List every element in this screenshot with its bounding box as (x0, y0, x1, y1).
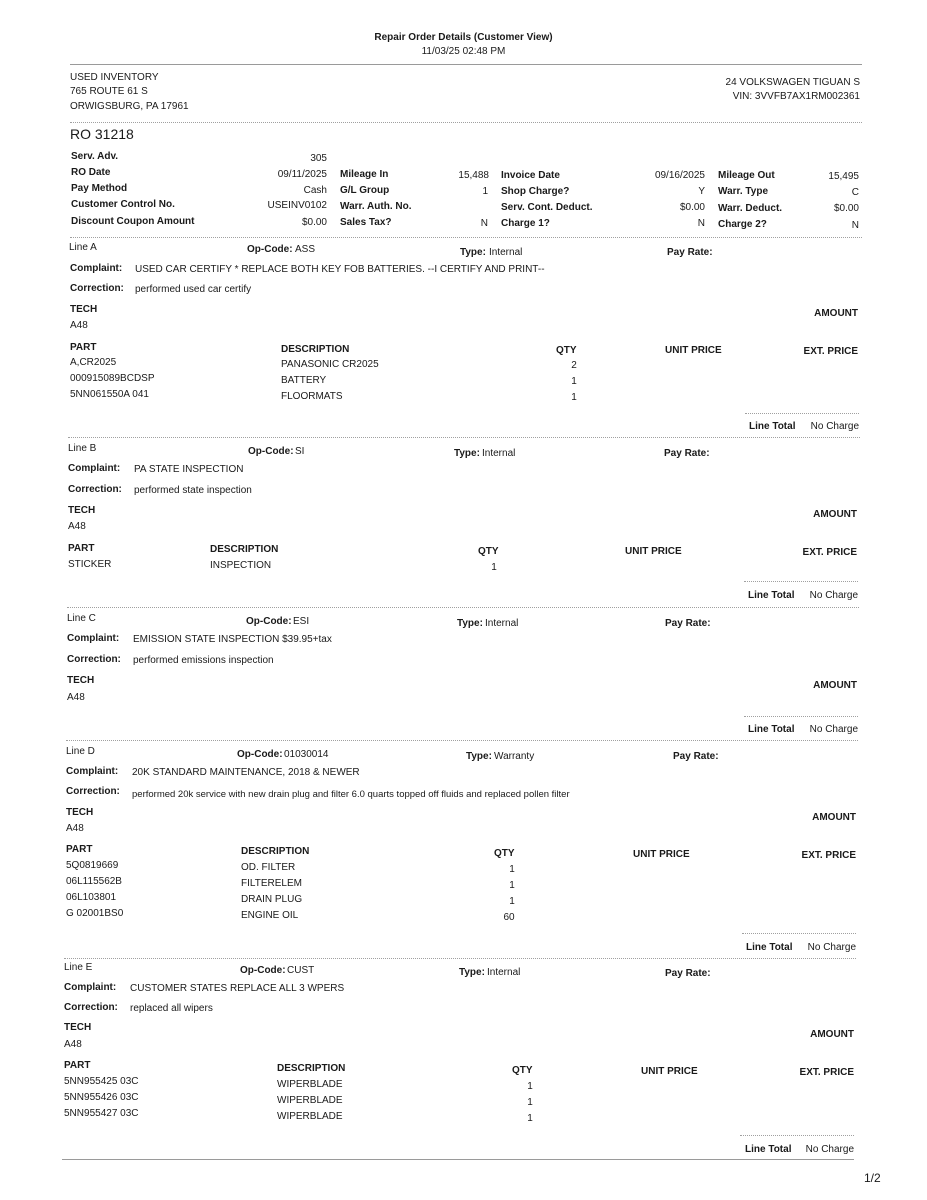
part-qty: 60 (503, 912, 515, 923)
part-qty: 1 (527, 1113, 533, 1124)
part-number: A,CR2025 (70, 357, 117, 368)
ext-price-header: EXT. PRICE (802, 547, 857, 558)
unit-price-header: UNIT PRICE (641, 1066, 698, 1077)
tech-value: A48 (64, 1039, 82, 1050)
part-qty: 1 (527, 1097, 533, 1108)
part-qty: 2 (571, 360, 577, 371)
description-header: DESCRIPTION (277, 1063, 346, 1074)
summary-value: 1 (482, 186, 488, 197)
type-value: Internal (487, 967, 521, 978)
part-qty: 1 (509, 880, 515, 891)
correction-text: replaced all wipers (130, 1003, 213, 1014)
complaint-label: Complaint: (67, 633, 120, 644)
summary-value: 15,488 (458, 170, 489, 181)
part-header: PART (64, 1060, 91, 1071)
summary-value: Cash (303, 185, 327, 196)
type-label: Type: (457, 618, 483, 629)
print-datetime: 11/03/25 02:48 PM (421, 46, 506, 57)
type-label: Type: (466, 751, 492, 762)
summary-label: Pay Method (71, 183, 128, 194)
complaint-label: Complaint: (68, 463, 121, 474)
tech-value: A48 (67, 692, 85, 703)
page-number: 1/2 (864, 1171, 881, 1185)
summary-value: N (697, 218, 705, 229)
opcode-value: ASS (295, 244, 316, 255)
amount-header: AMOUNT (810, 1029, 854, 1040)
dealer-name: USED INVENTORY (70, 72, 159, 83)
part-description: WIPERBLADE (277, 1111, 343, 1122)
opcode-label: Op-Code: (246, 616, 292, 627)
summary-value: USEINV0102 (267, 200, 327, 211)
tech-value: A48 (66, 823, 84, 834)
total-rule (745, 413, 859, 414)
part-qty: 1 (571, 392, 577, 403)
part-number: 000915089BCDSP (70, 373, 155, 384)
correction-label: Correction: (66, 786, 120, 797)
vehicle-description: 24 VOLKSWAGEN TIGUAN S (725, 77, 860, 88)
unit-price-header: UNIT PRICE (625, 546, 682, 557)
type-label: Type: (460, 247, 486, 258)
correction-text: performed 20k service with new drain plug and filter 6.0 quarts topped off fluids and replaced pollen filter (132, 789, 570, 800)
summary-label: Discount Coupon Amount (71, 216, 195, 227)
summary-label: Charge 2? (718, 219, 767, 230)
opcode-label: Op-Code: (247, 244, 293, 255)
summary-value: N (851, 220, 859, 231)
line-id: Line E (64, 962, 93, 973)
tech-header: TECH (67, 675, 95, 686)
description-header: DESCRIPTION (210, 544, 279, 555)
complaint-text: EMISSION STATE INSPECTION $39.95+tax (133, 634, 332, 645)
complaint-text: PA STATE INSPECTION (134, 464, 244, 475)
summary-label: Invoice Date (501, 170, 560, 181)
part-description: OD. FILTER (241, 862, 296, 873)
description-header: DESCRIPTION (281, 344, 350, 355)
summary-value: N (480, 218, 488, 229)
ext-price-header: EXT. PRICE (801, 850, 856, 861)
part-qty: 1 (491, 562, 497, 573)
summary-value: 15,495 (828, 171, 859, 182)
part-number: 06L103801 (66, 892, 117, 903)
part-header: PART (70, 342, 97, 353)
page-title: Repair Order Details (Customer View) (374, 32, 553, 43)
dealer-rule (70, 122, 862, 123)
complaint-text: USED CAR CERTIFY * REPLACE BOTH KEY FOB BATTERIES. --I CERTIFY AND PRINT-- (135, 264, 545, 275)
line-total-label: Line Total (748, 590, 795, 601)
line-separator (66, 740, 858, 741)
correction-text: performed state inspection (134, 485, 252, 496)
part-number: 5NN955427 03C (64, 1108, 139, 1119)
opcode-label: Op-Code: (248, 446, 294, 457)
line-id: Line A (69, 242, 97, 253)
summary-label: Sales Tax? (340, 217, 392, 228)
type-value: Internal (485, 618, 519, 629)
opcode-value: SI (295, 446, 305, 457)
line-total-value: No Charge (810, 421, 859, 432)
summary-label: Warr. Deduct. (718, 203, 783, 214)
line-total-label: Line Total (746, 942, 793, 953)
tech-header: TECH (68, 505, 96, 516)
tech-header: TECH (70, 304, 98, 315)
type-value: Internal (482, 448, 516, 459)
complaint-text: CUSTOMER STATES REPLACE ALL 3 WPERS (130, 983, 345, 994)
total-rule (742, 933, 856, 934)
summary-value: $0.00 (679, 202, 705, 213)
type-value: Internal (489, 247, 523, 258)
line-separator (68, 437, 860, 438)
summary-label: Serv. Adv. (71, 151, 119, 162)
line-total-label: Line Total (745, 1144, 792, 1155)
summary-rule (70, 237, 862, 238)
qty-header: QTY (556, 345, 577, 356)
unit-price-header: UNIT PRICE (665, 345, 722, 356)
summary-label: RO Date (71, 167, 111, 178)
part-description: FLOORMATS (281, 391, 343, 402)
footer-rule (62, 1159, 854, 1160)
total-rule (744, 581, 858, 582)
type-label: Type: (459, 967, 485, 978)
part-number: 5NN955425 03C (64, 1076, 139, 1087)
amount-header: AMOUNT (813, 509, 857, 520)
correction-label: Correction: (67, 654, 121, 665)
summary-value: $0.00 (301, 217, 327, 228)
part-description: WIPERBLADE (277, 1095, 343, 1106)
line-id: Line C (67, 613, 96, 624)
part-description: WIPERBLADE (277, 1079, 343, 1090)
part-number: 5NN061550A 041 (70, 389, 149, 400)
tech-value: A48 (68, 521, 86, 532)
pay-rate-label: Pay Rate: (667, 247, 713, 258)
line-total-label: Line Total (748, 724, 795, 735)
summary-label: Serv. Cont. Deduct. (501, 202, 593, 213)
line-total-value: No Charge (809, 590, 858, 601)
part-qty: 1 (509, 864, 515, 875)
correction-label: Correction: (64, 1002, 118, 1013)
ext-price-header: EXT. PRICE (799, 1067, 854, 1078)
part-description: DRAIN PLUG (241, 894, 303, 905)
part-number: G 02001BS0 (66, 908, 124, 919)
dealer-address-line2: ORWIGSBURG, PA 17961 (70, 101, 189, 112)
complaint-label: Complaint: (64, 982, 117, 993)
amount-header: AMOUNT (813, 680, 857, 691)
part-header: PART (66, 844, 93, 855)
summary-value: 305 (310, 153, 327, 164)
summary-label: Warr. Auth. No. (340, 201, 412, 212)
opcode-value: CUST (287, 965, 315, 976)
complaint-label: Complaint: (66, 766, 119, 777)
part-qty: 1 (509, 896, 515, 907)
part-number: 06L115562B (66, 876, 122, 887)
summary-label: Warr. Type (718, 186, 769, 197)
part-number: STICKER (68, 559, 112, 570)
opcode-value: ESI (293, 616, 310, 627)
type-value: Warranty (494, 751, 535, 762)
part-number: 5NN955426 03C (64, 1092, 139, 1103)
summary-label: G/L Group (340, 185, 390, 196)
summary-value: 09/11/2025 (277, 169, 327, 180)
ext-price-header: EXT. PRICE (803, 346, 858, 357)
part-qty: 1 (571, 376, 577, 387)
part-qty: 1 (527, 1081, 533, 1092)
amount-header: AMOUNT (812, 812, 856, 823)
pay-rate-label: Pay Rate: (665, 968, 711, 979)
correction-text: performed used car certify (135, 284, 252, 295)
part-description: PANASONIC CR2025 (281, 359, 379, 370)
complaint-text: 20K STANDARD MAINTENANCE, 2018 & NEWER (132, 767, 360, 778)
amount-header: AMOUNT (814, 308, 858, 319)
total-rule (740, 1135, 854, 1136)
complaint-label: Complaint: (70, 263, 123, 274)
header-rule (70, 64, 862, 65)
vehicle-vin: VIN: 3VVFB7AX1RM002361 (732, 91, 860, 102)
summary-label: Mileage In (340, 169, 389, 180)
pay-rate-label: Pay Rate: (673, 751, 719, 762)
type-label: Type: (454, 448, 480, 459)
description-header: DESCRIPTION (241, 846, 310, 857)
summary-value: C (851, 187, 859, 198)
part-number: 5Q0819669 (66, 860, 119, 871)
part-description: INSPECTION (210, 560, 272, 571)
summary-value: $0.00 (833, 203, 859, 214)
total-rule (744, 716, 858, 717)
opcode-label: Op-Code: (240, 965, 286, 976)
pay-rate-label: Pay Rate: (665, 618, 711, 629)
tech-value: A48 (70, 320, 88, 331)
part-description: FILTERELEM (241, 878, 302, 889)
line-total-value: No Charge (805, 1144, 854, 1155)
summary-label: Charge 1? (501, 218, 550, 229)
part-description: BATTERY (281, 375, 327, 386)
opcode-value: 01030014 (284, 749, 329, 760)
correction-label: Correction: (68, 484, 122, 495)
line-total-label: Line Total (749, 421, 796, 432)
tech-header: TECH (64, 1022, 92, 1033)
summary-label: Mileage Out (718, 170, 775, 181)
tech-header: TECH (66, 807, 94, 818)
summary-value: Y (698, 186, 705, 197)
correction-text: performed emissions inspection (133, 655, 274, 666)
line-id: Line B (68, 443, 97, 454)
line-id: Line D (66, 746, 95, 757)
qty-header: QTY (478, 546, 499, 557)
line-separator (64, 958, 856, 959)
line-total-value: No Charge (807, 942, 856, 953)
summary-label: Shop Charge? (501, 186, 570, 197)
qty-header: QTY (512, 1065, 533, 1076)
part-header: PART (68, 543, 95, 554)
part-description: ENGINE OIL (241, 910, 299, 921)
summary-value: 09/16/2025 (654, 170, 705, 181)
line-total-value: No Charge (809, 724, 858, 735)
summary-label: Customer Control No. (71, 199, 175, 210)
line-separator (67, 607, 859, 608)
qty-header: QTY (494, 848, 515, 859)
ro-number: RO 31218 (70, 126, 134, 142)
unit-price-header: UNIT PRICE (633, 849, 690, 860)
dealer-address-line1: 765 ROUTE 61 S (70, 86, 148, 97)
pay-rate-label: Pay Rate: (664, 448, 710, 459)
correction-label: Correction: (70, 283, 124, 294)
opcode-label: Op-Code: (237, 749, 283, 760)
